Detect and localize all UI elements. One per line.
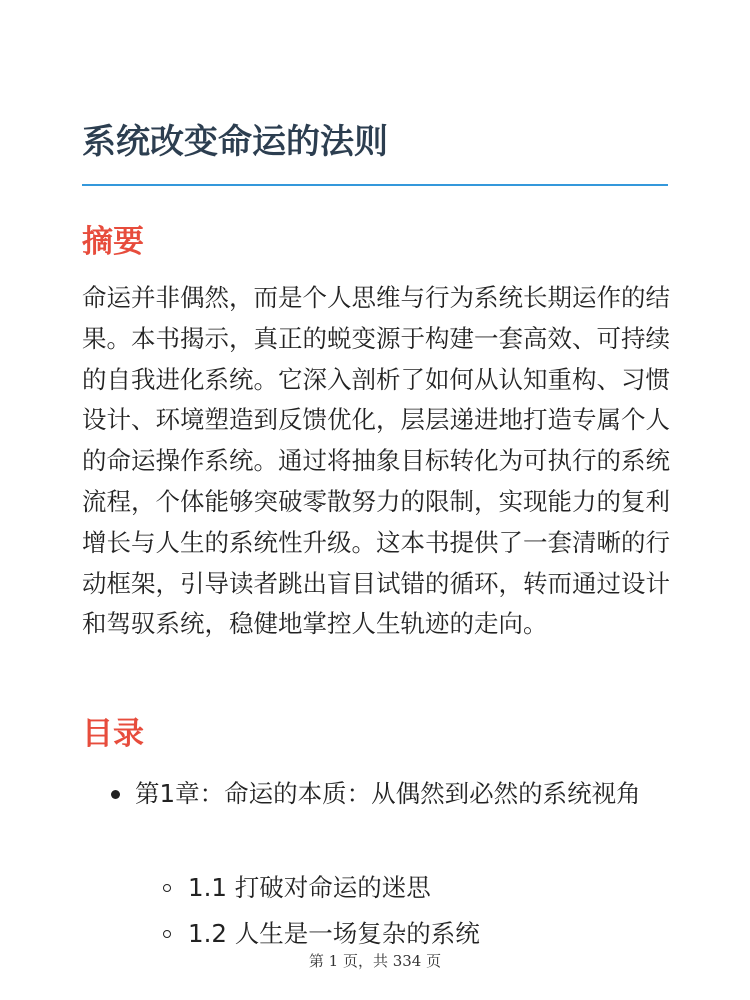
toc-section-1-2: 1.2 人生是一场复杂的系统 xyxy=(188,919,480,948)
toc-section-1-1: 1.1 打破对命运的迷思 xyxy=(188,873,431,902)
abstract-paragraph: 命运并非偶然，而是个人思维与行为系统长期运作的结果。本书揭示，真正的蜕变源于构建一套高效、可持续的自我进化系统。它深入剖析了如何从认知重构、习惯设计、环境塑造到反馈优化，层层递进地打造专属个人的命运操作系统。通过将抽象目标转化为可执行的系统流程，个体能够突破零散努力的限制，实现能力的复利增长与人生的系统性升级。这本书提供了一套清晰的行动框架，引导读者跳出盲目试错的循环，转而通过设计和驾驭系统，稳健地掌控人生轨迹的走向。 xyxy=(82,283,670,639)
bullet-circle-icon xyxy=(163,930,171,938)
bullet-dot-icon xyxy=(111,790,120,799)
page-footer: 第 1 页，共 334 页 xyxy=(308,952,442,970)
title-divider xyxy=(82,184,668,186)
abstract-heading: 摘要 xyxy=(82,224,144,260)
toc-list xyxy=(0,776,750,812)
toc-heading: 目录 xyxy=(82,716,144,752)
bullet-circle-icon xyxy=(163,884,171,892)
toc-chapter-1-label: 第1章：命运的本质：从偶然到必然的系统视角 xyxy=(135,779,641,808)
toc-chapter-1 xyxy=(0,776,665,812)
document-title: 系统改变命运的法则 xyxy=(82,122,388,162)
